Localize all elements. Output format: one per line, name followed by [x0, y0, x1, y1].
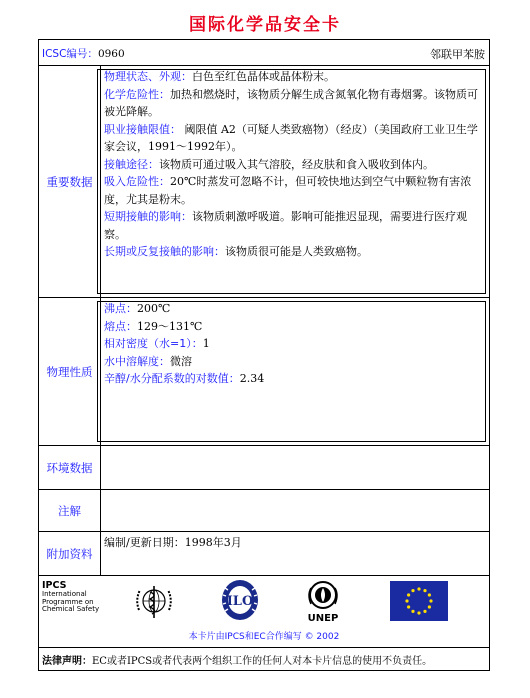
legal-text [42, 652, 432, 667]
chemical-name: 邻联甲苯胺 [430, 48, 485, 61]
environment-data-content [101, 446, 489, 489]
card-header [39, 40, 489, 66]
notes-content [101, 490, 489, 531]
eu-star-icon [428, 605, 431, 608]
prop-log-kow [104, 370, 486, 388]
icsc-id [42, 46, 125, 61]
item-value: 20℃时蒸发可忽略不计，但可较快地达到空气中颗粒物有害浓度，尤其是粉末。 [104, 175, 472, 206]
eu-star-icon [411, 589, 414, 592]
ipcs-line: Chemical Safety [42, 605, 100, 613]
important-data-label: 重要数据 [39, 66, 101, 297]
prop-key: 相对密度（水=1）： [104, 337, 203, 350]
additional-info-content [101, 532, 489, 575]
eu-star-icon [407, 593, 410, 596]
prop-melting-point [104, 318, 486, 336]
item-exposure-route [104, 156, 486, 174]
eu-star-icon [417, 587, 420, 590]
important-data-section [39, 66, 489, 298]
eu-flag-icon [390, 581, 448, 621]
prop-key: 沸点： [104, 302, 137, 315]
prop-key: 辛醇/水分配系数的对数值： [104, 372, 240, 385]
item-value: 该物质很可能是人类致癌物。 [225, 245, 368, 258]
update-date: 编制/更新日期：1998年3月 [104, 536, 242, 549]
eu-star-icon [405, 599, 408, 602]
item-value: 白色至红色晶体或晶体粉末。 [192, 70, 335, 83]
item-key: 接触途径： [104, 157, 159, 171]
ilo-logo-icon [215, 578, 265, 624]
legal-key: 法律声明： [42, 656, 92, 667]
legal-value: EC或者IPCS或者代表两个组织工作的任何人对本卡片信息的使用不负责任。 [92, 656, 433, 667]
item-key: 吸入危险性： [104, 175, 170, 188]
item-chemical-hazard [104, 86, 486, 121]
additional-info-label: 附加资料 [39, 532, 101, 575]
item-long-term-effects [104, 243, 486, 261]
physical-properties-section [39, 298, 489, 446]
card-title: 国际化学品安全卡 [189, 15, 341, 35]
item-key: 职业接触限值： [104, 122, 181, 136]
ipcs-block [42, 580, 99, 614]
item-value: 阈限值 A2（可疑人类致癌物）（经皮）（美国政府工业卫生学家会议，1991～1992年）。 [104, 122, 478, 153]
item-short-term-effects [104, 208, 486, 243]
prop-key: 水中溶解度： [104, 354, 170, 368]
item-appearance [104, 68, 486, 86]
item-key: 化学危险性： [104, 87, 170, 101]
unep-logo-icon [299, 578, 347, 626]
ipcs-title: IPCS [42, 580, 67, 591]
additional-info-section [39, 532, 489, 576]
notes-label: 注解 [39, 490, 101, 531]
eu-star-icon [428, 593, 431, 596]
item-value: 该物质可通过吸入其气溶胶，经皮肤和食入吸收到体内。 [159, 157, 434, 171]
who-logo-icon [131, 580, 177, 624]
item-key: 短期接触的影响： [104, 210, 192, 223]
notes-section [39, 490, 489, 532]
item-value: 该物质刺激呼吸道。影响可能推迟显现，需要进行医疗观察。 [104, 210, 467, 241]
eu-star-icon [411, 610, 414, 613]
physical-properties-content [101, 298, 489, 445]
eu-star-icon [429, 599, 432, 602]
environment-data-section [39, 446, 489, 490]
prop-value: 200℃ [137, 302, 171, 315]
ipcs-line: International [42, 590, 87, 598]
prop-boiling-point [104, 300, 486, 318]
prop-value: 129～131℃ [137, 319, 203, 333]
legal-disclaimer [39, 648, 489, 670]
eu-star-icon [423, 610, 426, 613]
item-key: 长期或反复接触的影响： [104, 245, 225, 258]
item-key: 物理状态、外观： [104, 70, 192, 83]
item-exposure-limit [104, 121, 486, 156]
item-inhalation-hazard [104, 173, 486, 208]
prop-value: 2.34 [239, 372, 265, 385]
prop-water-solubility [104, 353, 486, 371]
important-data-content [101, 66, 489, 297]
footer-credit: 本卡片由IPCS和EC合作编写 © 2002 [188, 632, 340, 642]
icsc-label: ICSC编号： [42, 48, 98, 60]
icsc-number: 0960 [97, 48, 125, 60]
prop-value: 1 [202, 337, 210, 350]
item-value: 加热和燃烧时，该物质分解生成含氮氧化物有毒烟雾。该物质可被光降解。 [104, 87, 478, 118]
prop-value: 微溶 [170, 354, 192, 368]
eu-star-icon [417, 611, 420, 614]
safety-card [38, 39, 490, 671]
prop-key: 熔点： [104, 319, 137, 333]
unep-label: UNEP [307, 613, 339, 624]
prop-relative-density [104, 335, 486, 353]
ipcs-line: Programme on [42, 597, 94, 606]
environment-data-label: 环境数据 [39, 446, 101, 489]
eu-star-icon [407, 605, 410, 608]
eu-star-icon [423, 589, 426, 592]
ilo-label: ILO [226, 594, 254, 609]
physical-properties-label: 物理性质 [39, 298, 101, 445]
footer-logos [39, 576, 489, 648]
